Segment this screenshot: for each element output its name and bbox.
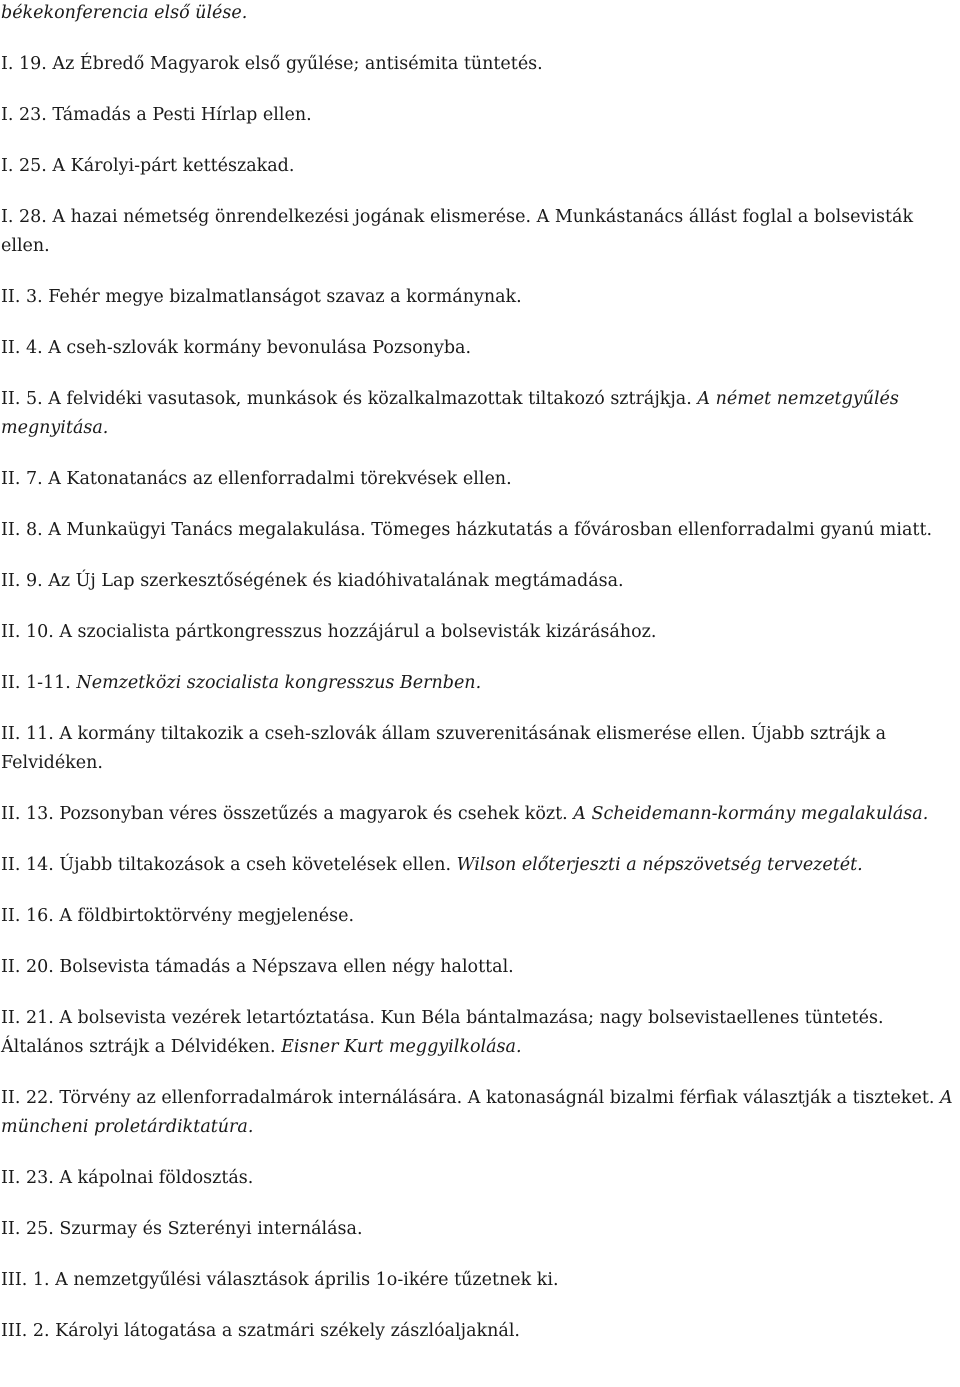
chronology-entry xyxy=(1,101,956,130)
entry-text: II. 4. A cseh-szlovák kormány bevonulása Pozsonyba. xyxy=(1,338,472,358)
chronology-entry xyxy=(1,1164,956,1193)
chronology-entry xyxy=(1,385,956,443)
entry-text-italic: A német nemzetgyűlés megnyitása. xyxy=(1,389,899,438)
entry-text: II. 21. A bolsevista vezérek letartóztatása. Kun Béla bántalmazása; nagy bolsevistaellenes tüntetés. Általános sztrájk a Délvidéken. xyxy=(1,1008,884,1057)
entry-text: II. 1-11. xyxy=(1,673,77,693)
entry-text: I. 19. Az Ébredő Magyarok első gyűlése; antisémita tüntetés. xyxy=(1,54,543,74)
chronology-entry xyxy=(1,902,956,931)
entry-text-italic: A Scheidemann-kormány megalakulása. xyxy=(573,804,929,824)
entry-text: II. 20. Bolsevista támadás a Népszava ellen négy halottal. xyxy=(1,957,514,977)
entry-text: I. 23. Támadás a Pesti Hírlap ellen. xyxy=(1,105,312,125)
entry-text-italic: A müncheni proletárdiktatúra. xyxy=(1,1088,953,1137)
entry-text: II. 22. Törvény az ellenforradalmárok internálására. A katonaságnál bizalmi férfiak választják a tiszteket. xyxy=(1,1088,941,1108)
entry-text: II. 13. Pozsonyban véres összetűzés a magyarok és csehek közt. xyxy=(1,804,574,824)
entry-text-italic: Wilson előterjeszti a népszövetség tervezetét. xyxy=(456,855,863,875)
entry-text: II. 14. Újabb tiltakozások a cseh követelések ellen. xyxy=(1,855,457,875)
chronology-entry xyxy=(1,1215,956,1244)
entry-text: II. 3. Fehér megye bizalmatlanságot szavaz a kormánynak. xyxy=(1,287,522,307)
entry-text-italic: Eisner Kurt meggyilkolása. xyxy=(281,1037,522,1057)
chronology-entry xyxy=(1,283,956,312)
chronology-entry xyxy=(1,203,956,261)
entry-text: II. 23. A kápolnai földosztás. xyxy=(1,1168,254,1188)
entry-text-italic: békekonferencia első ülése. xyxy=(1,3,248,23)
entry-text: II. 25. Szurmay és Szterényi internálása. xyxy=(1,1219,363,1239)
chronology-entry xyxy=(1,567,956,596)
entry-text: III. 1. A nemzetgyűlési választások április 1o-ikére tűzetnek ki. xyxy=(1,1270,559,1290)
chronology-entry xyxy=(1,1084,956,1142)
chronology-entry xyxy=(1,720,956,778)
chronology-entry xyxy=(1,152,956,181)
entry-text: I. 28. A hazai németség önrendelkezési jogának elismerése. A Munkástanács állást foglal a bolsevisták ellen. xyxy=(1,207,914,256)
chronology-entry xyxy=(1,1266,956,1295)
chronology-entry xyxy=(1,953,956,982)
chronology-entry xyxy=(1,0,956,28)
entry-text: II. 8. A Munkaügyi Tanács megalakulása. Tömeges házkutatás a fővárosban ellenforradalmi gyanú miatt. xyxy=(1,520,933,540)
entry-text: II. 10. A szocialista pártkongresszus hozzájárul a bolsevisták kizárásához. xyxy=(1,622,657,642)
entry-text-italic: Nemzetközi szocialista kongresszus Bernben. xyxy=(76,673,482,693)
entry-text: I. 25. A Károlyi-párt kettészakad. xyxy=(1,156,295,176)
chronology-entry xyxy=(1,1317,956,1346)
entry-text: II. 5. A felvidéki vasutasok, munkások és közalkalmazottak tiltakozó sztrájkja. xyxy=(1,389,698,409)
chronology-entry xyxy=(1,334,956,363)
entry-text: II. 9. Az Új Lap szerkesztőségének és kiadóhivatalának megtámadása. xyxy=(1,571,624,591)
chronology-entry xyxy=(1,669,956,698)
chronology-entry xyxy=(1,800,956,829)
chronology-entry xyxy=(1,618,956,647)
chronology-entry xyxy=(1,516,956,545)
entry-text: II. 11. A kormány tiltakozik a cseh-szlovák állam szuverenitásának elismerése ellen. Újabb sztrájk a Felvidéken. xyxy=(1,724,887,773)
chronology-entry xyxy=(1,851,956,880)
entry-text: II. 7. A Katonatanács az ellenforradalmi törekvések ellen. xyxy=(1,469,512,489)
chronology-entry xyxy=(1,465,956,494)
chronology-entry xyxy=(1,50,956,79)
entry-text: III. 2. Károlyi látogatása a szatmári székely zászlóaljaknál. xyxy=(1,1321,520,1341)
entry-text: II. 16. A földbirtoktörvény megjelenése. xyxy=(1,906,355,926)
chronology-entry xyxy=(1,1004,956,1062)
